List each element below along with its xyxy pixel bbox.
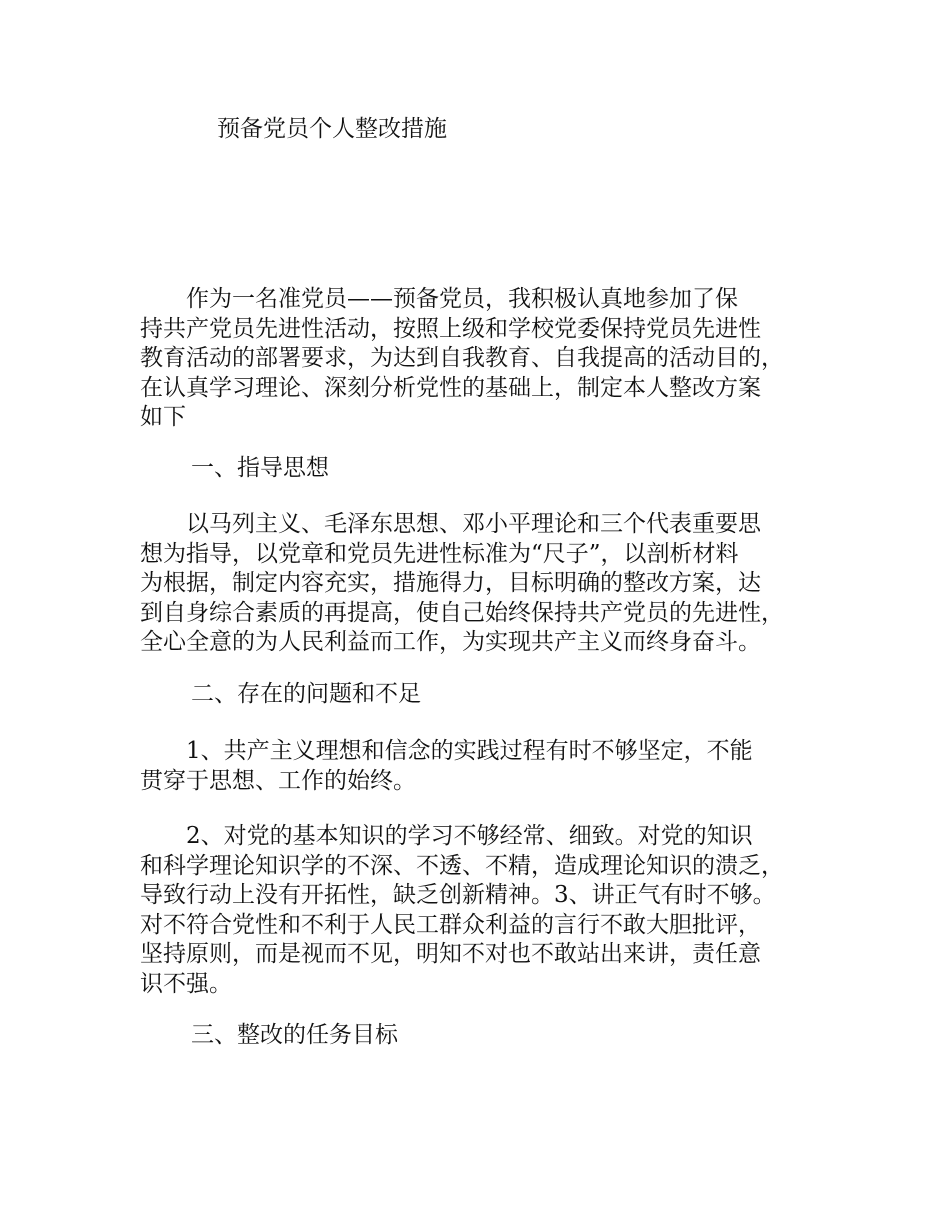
document-title: 预备党员个人整改措施: [217, 116, 447, 142]
intro-line: 作为一名准党员——预备党员，我积极认真地参加了保: [140, 286, 738, 312]
section-heading-guiding-ideology: 一、指导思想: [191, 455, 329, 481]
paragraph-line: 导致行动上没有开拓性，缺乏创新精神。3、讲正气有时不够。: [140, 882, 776, 908]
paragraph-line: 以马列主义、毛泽东思想、邓小平理论和三个代表重要思: [140, 511, 761, 537]
intro-line: 在认真学习理论、深刻分析党性的基础上，制定本人整改方案: [140, 374, 761, 401]
problem-item-2: [140, 822, 820, 999]
section-heading-goals: 三、整改的任务目标: [191, 1022, 398, 1048]
paragraph-line: 识不强。: [140, 970, 232, 997]
paragraph-line: 到自身综合素质的再提高，使自己始终保持共产党员的先进性，: [140, 599, 784, 626]
paragraph-line: 贯穿于思想、工作的始终。: [140, 767, 416, 794]
intro-line: 如下: [140, 404, 186, 430]
problem-item-1: [140, 737, 820, 796]
paragraph-line: 想为指导，以党章和党员先进性标准为“尺子”，以剖析材料: [140, 540, 739, 567]
guiding-ideology-paragraph: [140, 510, 820, 658]
paragraph-line: 1、共产主义理想和信念的实践过程有时不够坚定，不能: [140, 738, 753, 764]
paragraph-line: 对不符合党性和不利于人民工群众利益的言行不敢大胆批评，: [140, 911, 761, 938]
section-heading-problems: 二、存在的问题和不足: [191, 681, 421, 707]
paragraph-line: 为根据，制定内容充实，措施得力，目标明确的整改方案，达: [140, 570, 761, 596]
paragraph-line: 和科学理论知识学的不深、不透、不精，造成理论知识的溃乏，: [140, 852, 784, 879]
paragraph-line: 全心全意的为人民利益而工作，为实现共产主义而终身奋斗。: [140, 629, 761, 655]
paragraph-line: 坚持原则，而是视而不见，明知不对也不敢站出来讲，责任意: [140, 941, 761, 967]
intro-line: 教育活动的部署要求，为达到自我教育、自我提高的活动目的，: [140, 345, 784, 371]
intro-paragraph: [140, 285, 820, 433]
intro-line: 持共产党员先进性活动，按照上级和学校党委保持党员先进性: [140, 315, 761, 342]
paragraph-line: 2、对党的基本知识的学习不够经常、细致。对党的知识: [140, 823, 753, 849]
